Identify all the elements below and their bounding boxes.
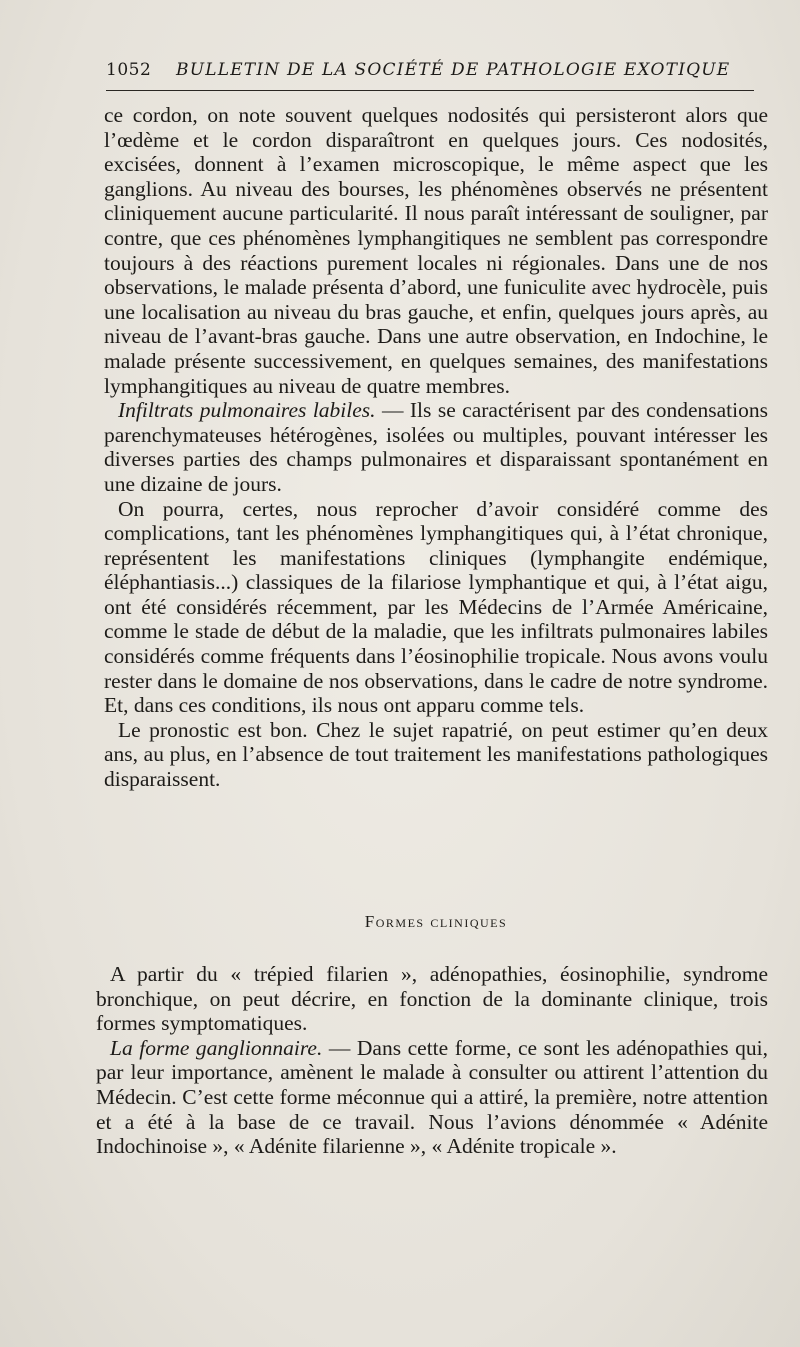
paragraph-text: — Ils se caractérisent par des condensations parenchymateuses hétérogènes, isolées ou multiples, pouvant intéresser les diverses parties des champs pulmonaires et disparaissant spontanément en une dizaine de jours. [104,398,768,496]
paragraph-lead: Infiltrats pulmonaires labiles. [118,398,376,423]
paragraph-text: — Dans cette forme, ce sont les adénopathies qui, par leur importance, amènent le malade à consulter ou attirent l’attention du Médecin. C’est cette forme méconnue qui a attiré, la première, notre attention et a été à la base de ce travail. Nous l’avions dénommée « Adénite Indochinoise », « Adénite filarienne », « Adénite tropicale ». [96,1035,768,1159]
paragraph-cordon [104,103,768,398]
paragraph-text: A partir du « trépied filarien », adénopathies, éosinophilie, syndrome bronchique, on peut décrire, en fonction de la dominante clinique, trois formes symptomatiques. [96,962,768,1036]
page-number: 1052 [106,60,152,80]
paragraph-forme-ganglionnaire [96,1036,768,1159]
paragraph-lead: La forme ganglionnaire. [110,1035,323,1060]
body-text-lower [96,962,768,1159]
running-header [106,58,754,92]
paragraph-pronostic [104,718,768,792]
header-rule [106,90,754,91]
running-title: BULLETIN DE LA SOCIÉTÉ DE PATHOLOGIE EXOTIQUE [176,60,731,80]
section-heading: Formes cliniques [364,912,508,931]
paragraph-infiltrats [104,398,768,496]
paragraph-text: Le pronostic est bon. Chez le sujet rapatrié, on peut estimer qu’en deux ans, au plus, en l’absence de tout traitement les manifestations pathologiques disparaissent. [104,717,768,792]
paragraph-complications [104,497,768,718]
paragraph-text: ce cordon, on note souvent quelques nodosités qui persisteront alors que l’œdème et le cordon disparaîtront en quelques jours. Ces nodosités, excisées, donnent à l’examen microscopique, le même aspect que les ganglions. Au niveau des bourses, les phénomènes observés ne présentent cliniquement aucune particularité. Il nous paraît intéressant de souligner, par contre, que ces phénomènes lymphangitiques ne semblent pas correspondre toujours à des réactions purement locales ni régionales. Dans une de nos observations, le malade présenta d’abord, une funiculite avec hydrocèle, puis une localisation au niveau du bras gauche, et enfin, quelques jours après, au niveau de l’avant-bras gauche. Dans une autre observation, en Indochine, le malade présente successivement, en quelques semaines, des manifestations lymphangitiques au niveau de quatre membres. [104,103,768,398]
body-text-upper [104,103,768,792]
paragraph-trepied [96,962,768,1036]
paragraph-text: On pourra, certes, nous reprocher d’avoir considéré comme des complications, tant les phénomènes lymphangitiques qui, à l’état chronique, représentent les manifestations cliniques (lymphangite endémique, éléphantiasis...) classiques de la filariose lymphantique et qui, à l’état aigu, ont été considérés récemment, par les Médecins de l’Armée Américaine, comme le stade de début de la maladie, que les infiltrats pulmonaires labiles considérés comme fréquents dans l’éosinophilie tropicale. Nous avons voulu rester dans le domaine de nos observations, dans le cadre de notre syndrome. Et, dans ces conditions, ils nous ont apparu comme tels. [104,496,768,718]
